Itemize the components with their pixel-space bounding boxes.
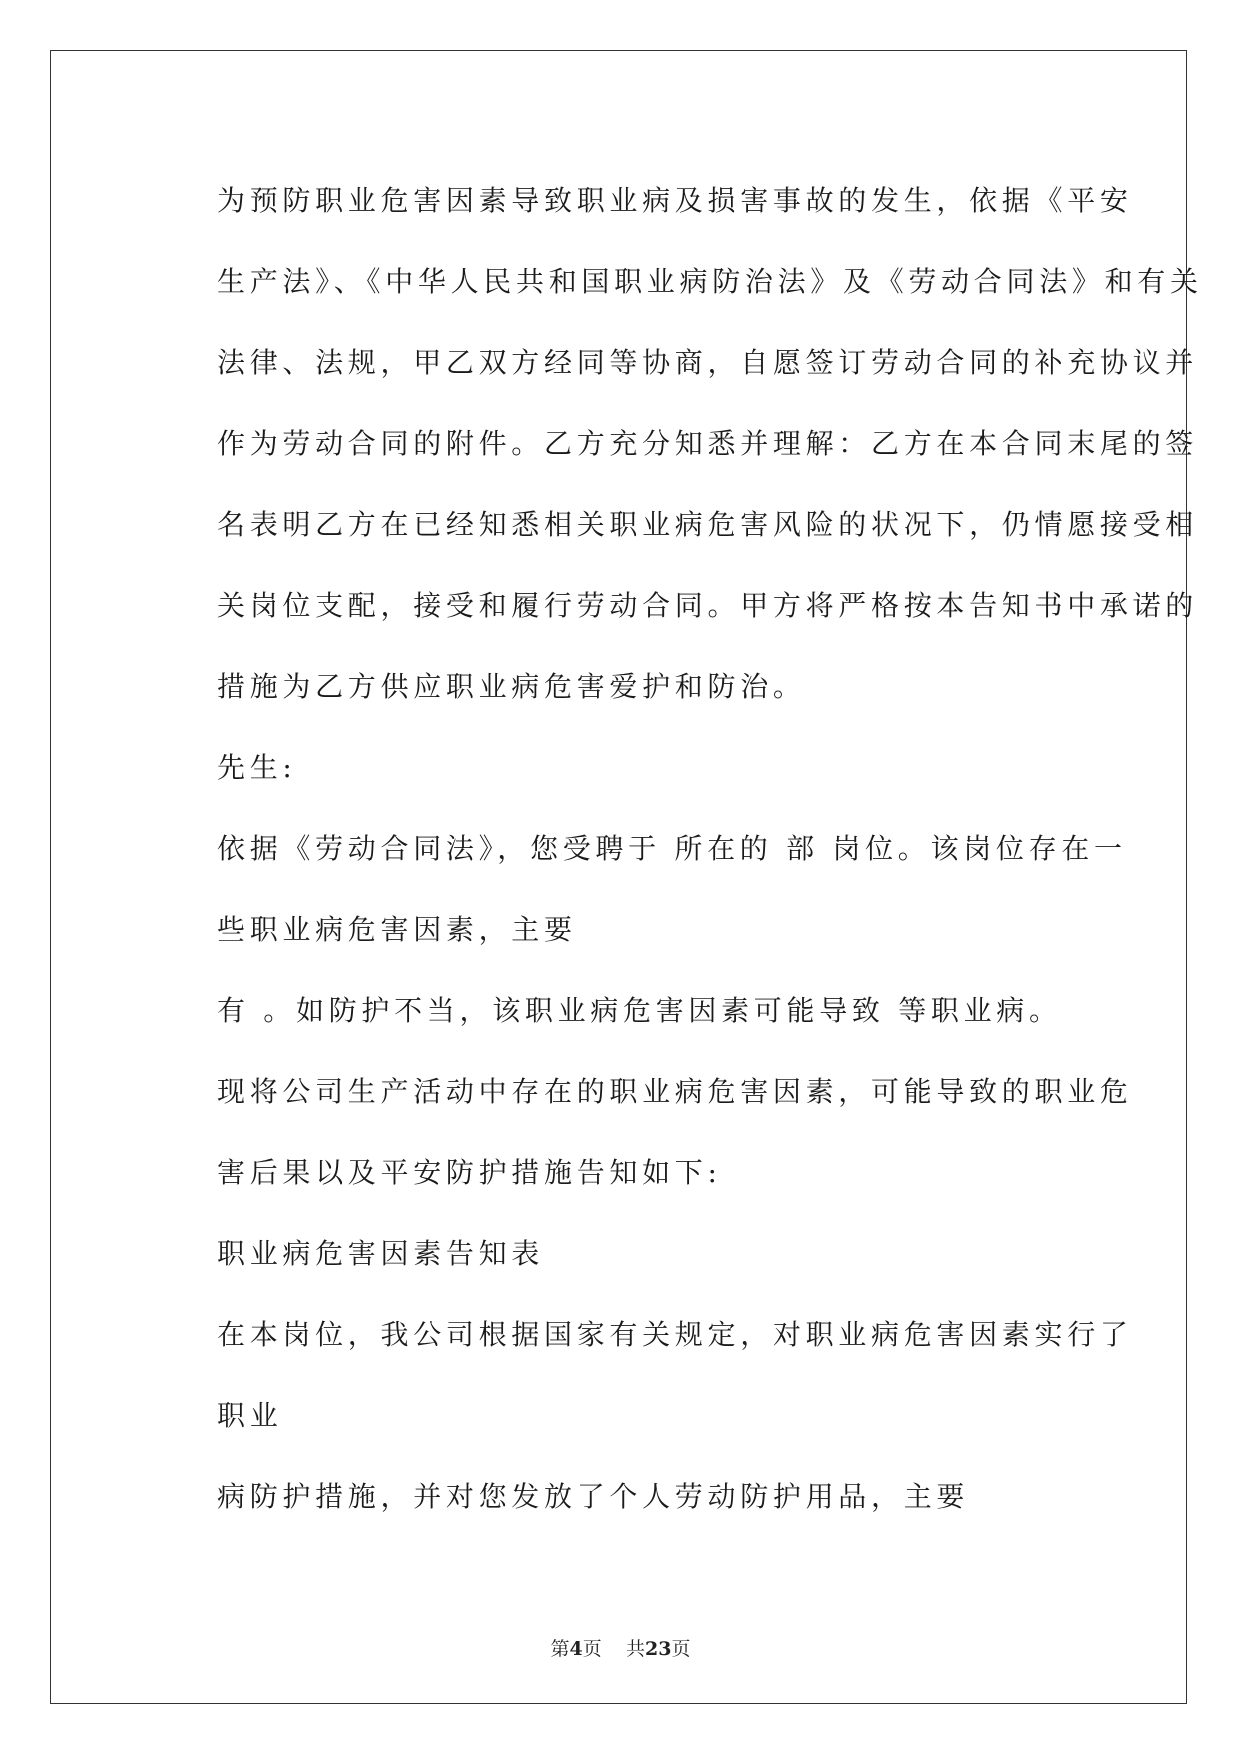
paragraph-hazards: 有 。如防护不当，该职业病危害因素可能导致 等职业病。 xyxy=(217,994,1062,1027)
paragraph-salutation: 先生: xyxy=(217,751,297,784)
text-line: 名表明乙方在已经知悉相关职业病危害风险的状况下，仍情愿接受相 xyxy=(217,508,1199,541)
page-prefix: 第 xyxy=(550,1638,570,1660)
total-prefix: 共 xyxy=(625,1638,645,1660)
text-line: 依据《劳动合同法》，您受聘于 所在的 部 岗位。该岗位存在一 xyxy=(217,832,1127,865)
text-line: 措施为乙方供应职业病危害爱护和防治。 xyxy=(217,670,806,703)
paragraph-protection: 病防护措施，并对您发放了个人劳动防护用品，主要 xyxy=(217,1480,970,1513)
text-line: 作为劳动合同的附件。乙方充分知悉并理解：乙方在本合同末尾的签 xyxy=(217,427,1199,460)
text-line: 些职业病危害因素，主要 xyxy=(217,913,577,946)
total-suffix: 页 xyxy=(671,1638,691,1660)
text-line: 法律、法规，甲乙双方经同等协商，自愿签订劳动合同的补充协议并 xyxy=(217,346,1199,379)
paragraph-notice xyxy=(153,1051,1133,1213)
text-line: 为预防职业危害因素导致职业病及损害事故的发生，依据《平安 xyxy=(217,184,1133,217)
text-line: 关岗位支配，接受和履行劳动合同。甲方将严格按本告知书中承诺的 xyxy=(217,589,1199,622)
paragraph-table-title: 职业病危害因素告知表 xyxy=(217,1237,545,1270)
text-line: 生产法》、《中华人民共和国职业病防治法》及《劳动合同法》和有关 xyxy=(217,265,1203,298)
paragraph-position xyxy=(153,808,1127,970)
paragraph-measures xyxy=(153,1294,1133,1456)
page-number: 4 xyxy=(569,1638,583,1660)
text-line: 害后果以及平安防护措施告知如下: xyxy=(217,1156,722,1189)
document-body xyxy=(153,160,1203,1537)
page-footer xyxy=(0,1634,1241,1661)
text-line: 在本岗位，我公司根据国家有关规定，对职业病危害因素实行了 xyxy=(217,1318,1133,1351)
total-pages: 23 xyxy=(644,1638,672,1660)
page-suffix: 页 xyxy=(582,1638,602,1660)
text-line: 职业 xyxy=(217,1399,283,1432)
paragraph-intro xyxy=(153,160,1203,727)
text-line: 现将公司生产活动中存在的职业病危害因素，可能导致的职业危 xyxy=(217,1075,1133,1108)
